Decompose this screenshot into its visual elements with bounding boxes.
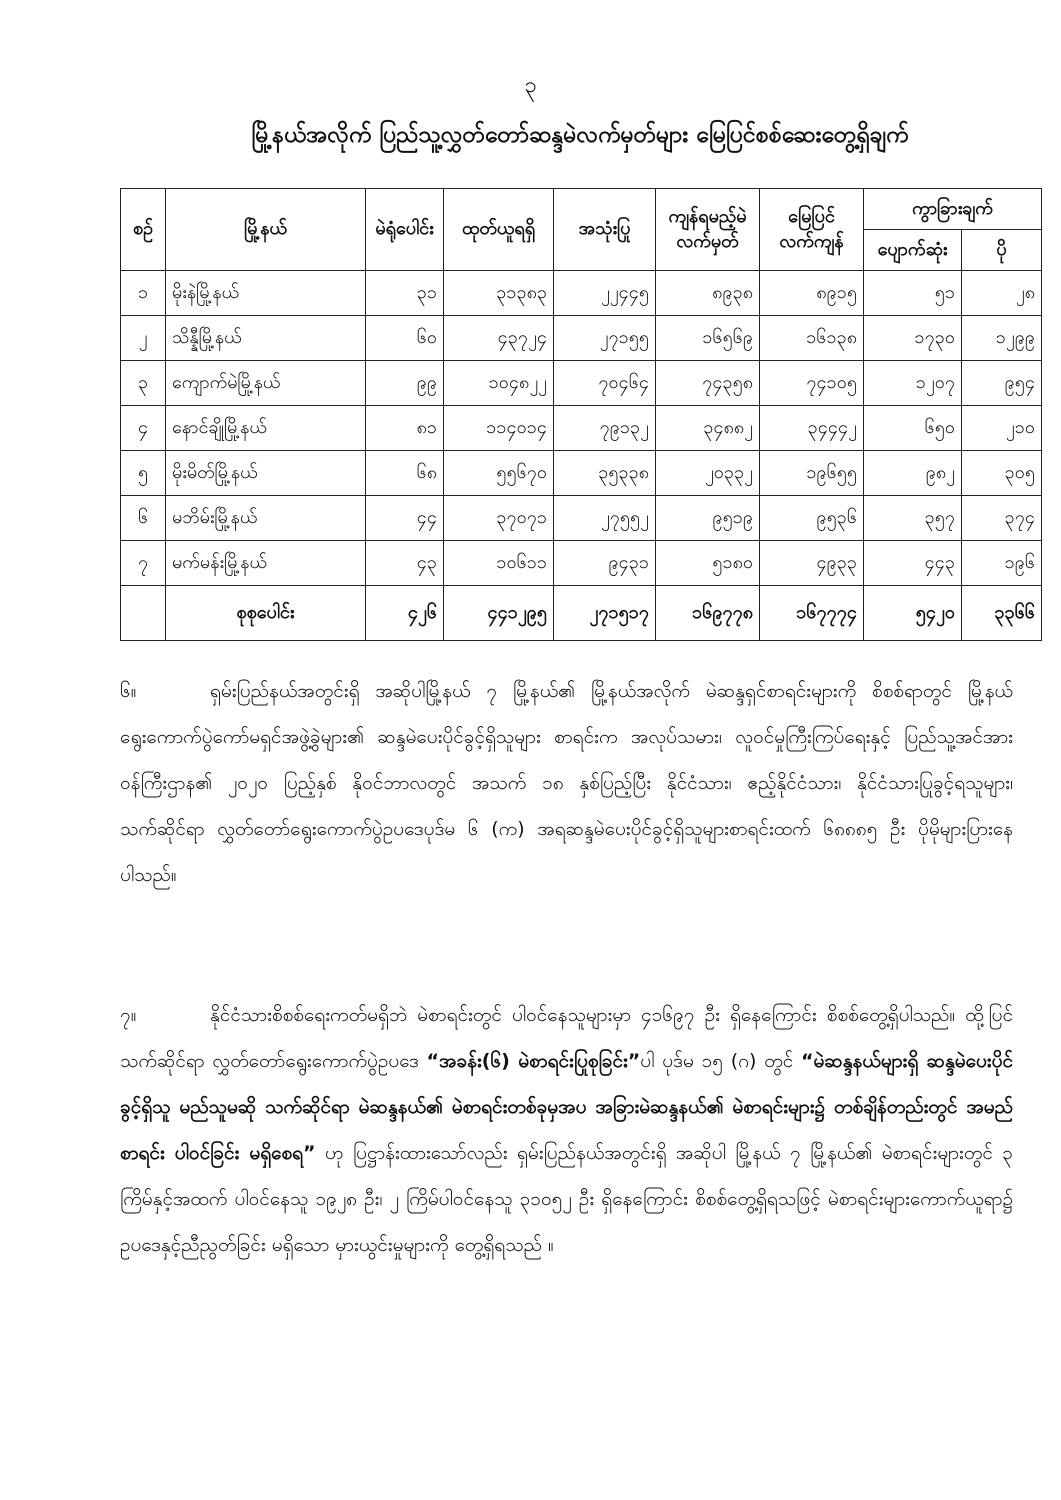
- cell-used: ၂၇၁၅၅: [554, 316, 656, 361]
- total-used: ၂၇၁၅၁၇: [554, 586, 656, 641]
- table-row: [121, 541, 1042, 586]
- header-stations: မဲရုံပေါင်း: [366, 189, 444, 271]
- cell-remaining: ၉၅၁၉: [656, 496, 760, 541]
- cell-excess: ၁၉၆: [962, 541, 1042, 586]
- table-row: [121, 451, 1042, 496]
- cell-stations: ၆၀: [366, 316, 444, 361]
- header-no: စဉ်: [121, 189, 166, 271]
- table-body: [121, 271, 1042, 586]
- cell-remaining: ၁၆၅၆၉: [656, 316, 760, 361]
- cell-excess: ၉၅၄: [962, 361, 1042, 406]
- cell-no: ၇: [121, 541, 166, 586]
- page-number: ၃: [524, 73, 537, 98]
- total-stations: ၄၂၆: [366, 586, 444, 641]
- cell-used: ၇၉၁၃၂: [554, 406, 656, 451]
- cell-township: နောင်ချိုမြို့နယ်: [166, 406, 366, 451]
- cell-township: မိုးမိတ်မြို့နယ်: [166, 451, 366, 496]
- cell-stations: ၄၄: [366, 496, 444, 541]
- total-row: [121, 586, 1042, 641]
- cell-missing: ၁၇၃၀: [864, 316, 962, 361]
- cell-no: ၄: [121, 406, 166, 451]
- total-remaining: ၁၆၉၇၇၈: [656, 586, 760, 641]
- paragraph-6: [120, 668, 1013, 898]
- cell-no: ၃: [121, 361, 166, 406]
- cell-remaining: ၈၉၃၈: [656, 271, 760, 316]
- cell-excess: ၃၇၄: [962, 496, 1042, 541]
- cell-excess: ၁၂၉၉: [962, 316, 1042, 361]
- header-issued: ထုတ်ယူရရှိ: [444, 189, 554, 271]
- cell-used: ၂၇၅၅၂: [554, 496, 656, 541]
- table-row: [121, 496, 1042, 541]
- cell-remaining: ၇၄၃၅၈: [656, 361, 760, 406]
- cell-township: မိုးနဲမြို့နယ်: [166, 271, 366, 316]
- cell-no: ၁: [121, 271, 166, 316]
- cell-issued: ၅၅၆၇၀: [444, 451, 554, 496]
- cell-issued: ၁၀၄၈၂၂: [444, 361, 554, 406]
- cell-stations: ၆၈: [366, 451, 444, 496]
- header-ground: မြေပြင်လက်ကျန်: [760, 189, 864, 271]
- cell-township: ကျောက်မဲမြို့နယ်: [166, 361, 366, 406]
- header-excess: ပို: [962, 230, 1042, 271]
- cell-no: ၆: [121, 496, 166, 541]
- cell-ground: ၄၉၃၃: [760, 541, 864, 586]
- cell-missing: ၄၄၃: [864, 541, 962, 586]
- table-row: [121, 316, 1042, 361]
- paragraph-7-bold-a: “အခန်း(၆) မဲစာရင်းပြုစုခြင်း”: [426, 1050, 641, 1072]
- header-township: မြို့နယ်: [166, 189, 366, 271]
- paragraph-7: [120, 992, 1013, 1268]
- paragraph-6-text: ရှမ်းပြည်နယ်အတွင်းရှိ အဆိုပါမြို့နယ် ၇ မြို့နယ်၏ မြို့နယ်အလိုက် မဲဆန္ဒရှင်စာရင်းများကို စိစစ်ရာတွင် မြို့နယ်ရွေးကောက်ပွဲကော်မရှင်အဖွဲ့ခွဲများ၏ ဆန္ဒမဲပေးပိုင်ခွင့်ရှိသူများ စာရင်းက အလုပ်သမား၊ လူဝင်မှုကြီးကြပ်ရေးနှင့် ပြည်သူ့အင်အားဝန်ကြီးဌာန၏ ၂၀၂၀ ပြည့်နှစ် နိုဝင်ဘာလတွင် အသက် ၁၈ နှစ်ပြည့်ပြီး နိုင်ငံသား၊ ဧည့်နိုင်ငံသား၊ နိုင်ငံသားပြုခွင့်ရသူများ၊ သက်ဆိုင်ရာ လွှတ်တော်ရွေးကောက်ပွဲဥပဒေပုဒ်မ ၆ (က) အရဆန္ဒမဲပေးပိုင်ခွင့်ရှိသူများစာရင်းထက် ၆၈၈၈၅ ဦး ပိုမိုများပြားနေပါသည်။: [120, 680, 1013, 886]
- paragraph-7-text-a: နိုင်ငံသားစိစစ်ရေးကတ်မရှိဘဲ မဲစာရင်းတွင် ပါဝင်နေသူများမှာ ၄၁၆၉၇ ဦး ရှိနေကြောင်း စိစစ်တွေ့ရှိပါသည်။ ထို့ပြင် သက်ဆိုင်ရာ လွှတ်တော်ရွေးကောက်ပွဲဥပဒေ: [120, 1004, 1013, 1072]
- cell-used: ၃၅၃၃၈: [554, 451, 656, 496]
- table-row: [121, 271, 1042, 316]
- cell-remaining: ၃၄၈၈၂: [656, 406, 760, 451]
- cell-no: ၅: [121, 451, 166, 496]
- header-difference: ကွာခြားချက်: [864, 189, 1042, 230]
- header-remaining: ကျန်ရမည့်မဲလက်မှတ်: [656, 189, 760, 271]
- cell-issued: ၄၃၇၂၄: [444, 316, 554, 361]
- cell-ground: ၇၄၁၀၅: [760, 361, 864, 406]
- paragraph-6-number: ၆။: [120, 680, 137, 702]
- cell-stations: ၉၉: [366, 361, 444, 406]
- cell-missing: ၉၈၂: [864, 451, 962, 496]
- cell-issued: ၃၁၃၈၃: [444, 271, 554, 316]
- cell-remaining: ၅၁၈၀: [656, 541, 760, 586]
- cell-township: မဘိမ်းမြို့နယ်: [166, 496, 366, 541]
- cell-issued: ၁၁၄၀၁၄: [444, 406, 554, 451]
- cell-missing: ၆၅၀: [864, 406, 962, 451]
- total-excess: ၃၃၆၆: [962, 586, 1042, 641]
- cell-township: မက်မန်းမြို့နယ်: [166, 541, 366, 586]
- total-issued: ၄၄၁၂၉၅: [444, 586, 554, 641]
- cell-ground: ၃၄၄၄၂: [760, 406, 864, 451]
- cell-excess: ၂၈: [962, 271, 1042, 316]
- cell-used: ၇၀၄၆၄: [554, 361, 656, 406]
- cell-issued: ၁၀၆၁၁: [444, 541, 554, 586]
- cell-stations: ၄၃: [366, 541, 444, 586]
- cell-ground: ၁၉၆၅၅: [760, 451, 864, 496]
- cell-excess: ၃၀၅: [962, 451, 1042, 496]
- header-used: အသုံးပြု: [554, 189, 656, 271]
- cell-used: ၂၂၄၄၅: [554, 271, 656, 316]
- total-missing: ၅၄၂၀: [864, 586, 962, 641]
- cell-stations: ၈၁: [366, 406, 444, 451]
- results-table: [120, 188, 1042, 641]
- page-title: မြို့နယ်အလိုက် ပြည်သူ့လွှတ်တော်ဆန္ဒမဲလက်မှတ်များ မြေပြင်စစ်ဆေးတွေ့ရှိချက်: [251, 122, 909, 148]
- paragraph-7-bold-b: “မဲဆန္ဒနယ်များရှိ ဆန္ဒမဲပေးပိုင်ခွင့်ရှိသူ မည်သူမဆို သက်ဆိုင်ရာ မဲဆန္ဒနယ်၏ မဲစာရင်းတစ်ခုမှအပ အခြားမဲဆန္ဒနယ်၏ မဲစာရင်းများ၌ တစ်ချိန်တည်းတွင် အမည်စာရင်း ပါဝင်ခြင်း မရှိစေရ”: [120, 1050, 1013, 1164]
- total-label: စုစုပေါင်း: [166, 586, 366, 641]
- total-ground: ၁၆၇၇၇၄: [760, 586, 864, 641]
- table-row: [121, 406, 1042, 451]
- header-missing: ပျောက်ဆုံး: [864, 230, 962, 271]
- paragraph-7-text-c: ဟု ပြဋ္ဌာန်းထားသော်လည်း ရှမ်းပြည်နယ်အတွင်းရှိ အဆိုပါ မြို့နယ် ၇ မြို့နယ်၏ မဲစာရင်းများတွင် ၃ ကြိမ်နှင့်အထက် ပါဝင်နေသူ ၁၉၂၈ ဦး၊ ၂ ကြိမ်ပါဝင်နေသူ ၃၁၀၅၂ ဦး ရှိနေကြောင်း စိစစ်တွေ့ရှိရသဖြင့် မဲစာရင်းများကောက်ယူရာ၌ ဥပဒေနှင့်ညီညွတ်ခြင်း မရှိသော မှားယွင်းမှုများကို တွေ့ရှိရသည် ။: [120, 1142, 1013, 1256]
- cell-ground: ၉၅၃၆: [760, 496, 864, 541]
- cell-issued: ၃၇၀၇၁: [444, 496, 554, 541]
- cell-used: ၉၄၃၁: [554, 541, 656, 586]
- cell-stations: ၃၁: [366, 271, 444, 316]
- cell-ground: ၈၉၁၅: [760, 271, 864, 316]
- cell-excess: ၂၁၀: [962, 406, 1042, 451]
- cell-no: ၂: [121, 316, 166, 361]
- cell-remaining: ၂၀၃၃၂: [656, 451, 760, 496]
- cell-township: သိန္နီမြို့နယ်: [166, 316, 366, 361]
- paragraph-7-number: ၇။: [120, 1004, 137, 1026]
- cell-missing: ၅၁: [864, 271, 962, 316]
- cell-ground: ၁၆၁၃၈: [760, 316, 864, 361]
- paragraph-7-text-b: ပါ ပုဒ်မ ၁၅ (ဂ) တွင်: [640, 1050, 802, 1072]
- total-cell-no: [121, 586, 166, 641]
- table-row: [121, 361, 1042, 406]
- cell-missing: ၃၅၇: [864, 496, 962, 541]
- cell-missing: ၁၂၀၇: [864, 361, 962, 406]
